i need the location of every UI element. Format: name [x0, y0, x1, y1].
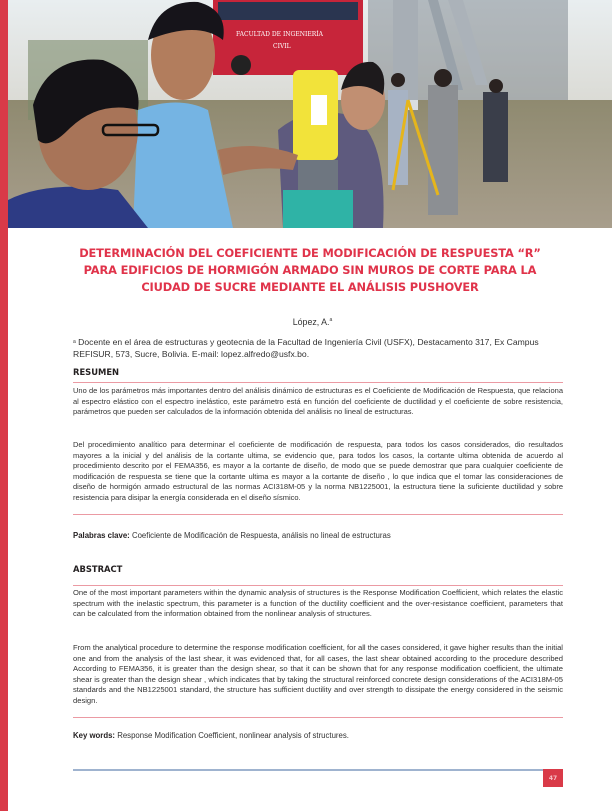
- resumen-rule: [73, 382, 563, 383]
- accent-side-bar: [0, 0, 8, 811]
- resumen-paragraph-2: Del procedimiento analítico para determinar el coeficiente de modificación de respuesta, para todos los casos considerados, dio resultados mayores a la inicial y del análisis de la cortante ultima, se evidencio que, para todos los casos, la cortante ultima obtenida de acuerdo al procedimiento descrito por el FEMA356, es mayor a la cortante de diseño, de modo que se puede demostrar que para cualquier coeficiente de modificación de respuesta se tiene que la cortante ultima es mayor a la cortante de diseño , lo que indica que el tomar las consideraciones de diseño de hormigón armado estructural de las normas ACI318M-05 y la norma NB1225001, la estructura tiene la suficiente ductilidad y sobre resistencia para disipar la energía considerada en el diseño sísmico.: [73, 440, 563, 502]
- title-line: DETERMINACIÓN DEL COEFICIENTE DE MODIFICACIÓN DE RESPUESTA “R”: [79, 246, 541, 260]
- page-number: 47: [543, 769, 563, 787]
- resumen-heading: RESUMEN: [73, 367, 120, 377]
- header-photo: [8, 0, 612, 228]
- abstract-rule: [73, 585, 563, 586]
- author-name: López, A.: [292, 317, 330, 327]
- bus-text-2: CIVIL: [273, 43, 291, 50]
- abstract-bottom-rule: [73, 717, 563, 718]
- bus-text-1: FACULTAD DE INGENIERÍA: [236, 31, 323, 38]
- affiliation-superscript: a: [73, 339, 76, 345]
- abstract-paragraph-2: From the analytical procedure to determine the response modification coefficient, for all the cases considered, it gave higher results than the initial one and from the analysis of the last shear, it was evidenced that, for all cases, the last shear obtained according to the procedure described According to FEMA356, it is greater than the design shear, so that it can be shown that for any response modification coefficient, the ultimate shear is greater than the design shear , which indicates that by taking the structural reinforced concrete design considerations of the ACI318M-05 standards and the NB1225001 standard, the structure has sufficient ductility and over strength to dissipate the energy considered in the seismic design.: [73, 643, 563, 705]
- palabras-clave-text: Coeficiente de Modificación de Respuesta, análisis no lineal de estructuras: [131, 531, 391, 540]
- footer-rule: [73, 769, 544, 771]
- article-title: [62, 245, 558, 296]
- title-line: CIUDAD DE SUCRE MEDIANTE EL ANÁLISIS PUSHOVER: [141, 280, 479, 294]
- title-line: PARA EDIFICIOS DE HORMIGÓN ARMADO SIN MUROS DE CORTE PARA LA: [83, 263, 537, 277]
- key-words: [73, 731, 563, 740]
- palabras-clave-label: Palabras clave:: [73, 531, 130, 540]
- resumen-paragraph-1: Uno de los parámetros más importantes dentro del análisis dinámico de estructuras es el Coeficiente de Modificación de Respuesta, que relaciona al espectro elástico con el espectro inelástico, este parámetro está en función del coeficiente de ductilidad y el coeficiente de sobre resistencia, parámetros que pueden ser calculados de la información obtenida del análisis no lineal de estructuras.: [73, 386, 563, 417]
- abstract-heading: ABSTRACT: [73, 564, 123, 574]
- palabras-clave: [73, 531, 563, 540]
- author-superscript: a: [329, 317, 333, 323]
- affiliation-text: Docente en el área de estructuras y geotecnia de la Facultad de Ingeniería Civil (USFX), Destacamento 317, Ex Campus REFISUR, 573, Sucre, Bolivia. E-mail: lopez.alfredo@usfx.bo.: [73, 337, 539, 359]
- affiliation: [73, 336, 563, 360]
- abstract-paragraph-1: One of the most important parameters within the dynamic analysis of structures is the Response Modification Coefficient, which relates the elastic spectrum with the inelastic spectrum, this parameter is a function of the ductility coefficient and the over-resistance coefficient, parameters that can be calculated from the information obtained from the nonlinear analysis of structures.: [73, 588, 563, 619]
- author-line: [62, 317, 563, 327]
- resumen-bottom-rule: [73, 514, 563, 515]
- key-words-text: Response Modification Coefficient, nonlinear analysis of structures.: [117, 731, 349, 740]
- key-words-label: Key words:: [73, 731, 116, 740]
- students-surveying-photo: [8, 0, 612, 228]
